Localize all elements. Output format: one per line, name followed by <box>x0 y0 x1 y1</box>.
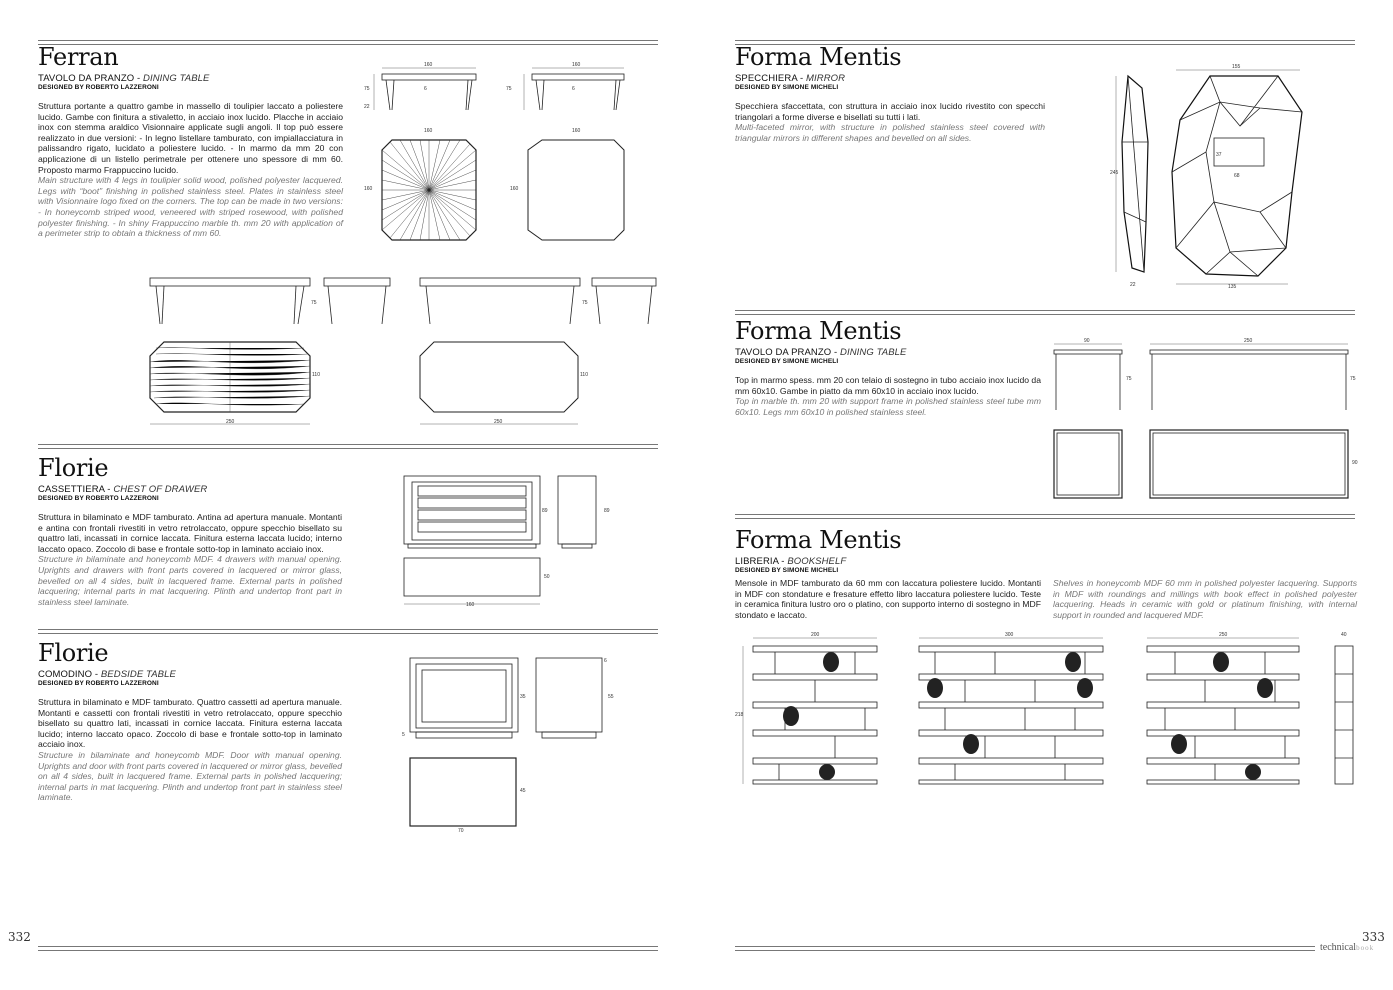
florie-chest-subtitle-en: CHEST OF DRAWER <box>113 484 208 495</box>
head-10 <box>1171 734 1187 754</box>
ferran-dim-250-b: 250 <box>494 419 503 425</box>
mirror-drawing <box>1110 62 1310 292</box>
bookshelf-subtitle-en: BOOKSHELF <box>787 556 847 567</box>
bottom-rule-right <box>735 946 1315 951</box>
florie-chest-text-en: Structure in bilaminate and honeycomb MDF. 4 drawers with manual opening. Uprights and drawers with front parts covered in lacquered or mirror glass, bevelled on all 4 sides, built in lacquered frame. External parts in polished lacquering; internal parts in mat lacquering. Plinth and undertop front part in stainless steel laminate. <box>38 554 342 607</box>
ferran-dim-160-e: 160 <box>572 128 581 134</box>
florie-chest-title: Florie <box>38 454 109 482</box>
mirror-dim-68: 68 <box>1234 173 1240 179</box>
mirror-designer: DESIGNED BY SIMONE MICHELI <box>735 84 839 91</box>
florie-chest-dim-160: 160 <box>466 602 475 608</box>
florie-chest-dim-89-a: 89 <box>542 508 548 514</box>
head-8 <box>1213 652 1229 672</box>
table-section <box>735 318 1041 417</box>
florie-bedside-subtitle <box>38 669 342 680</box>
head-6 <box>1077 678 1093 698</box>
florie-bedside-drawing <box>402 656 622 836</box>
divider-florie-florie <box>38 629 658 634</box>
table-designer: DESIGNED BY SIMONE MICHELI <box>735 358 839 365</box>
page-number-right: 333 <box>1362 930 1385 944</box>
page-number-left: 332 <box>8 930 31 944</box>
mirror-section <box>735 44 1045 143</box>
mirror-dim-245: 245 <box>1110 170 1119 176</box>
table-title: Forma Mentis <box>735 317 902 345</box>
ferran-text-it: Struttura portante a quattro gambe in massello di toulipier laccato a poliestere lucido. Gambe con finitura a stivaletto, in acciaio inox lucido. Placche in acciaio inox con stemma araldico Visionnaire applicate sugli angoli. Il top può essere realizzato in due versioni: - In legno listellare tamburato, con impiallacciatura in palissandro rigato, lucidato a poliestere lucido. - In marmo da mm 20 con applicazione di un listello perimetrale per ottenere uno spessore di mm 60. Proposto marmo Frappuccino lucido. <box>38 101 343 175</box>
ferran-dim-110-b: 110 <box>580 372 588 378</box>
ferran-subtitle-it: TAVOLO DA PRANZO - <box>38 73 144 84</box>
bookshelf-designer: DESIGNED BY SIMONE MICHELI <box>735 567 839 574</box>
ferran-subtitle-en: DINING TABLE <box>143 73 210 84</box>
head-11 <box>1245 764 1261 780</box>
ferran-dim-6-b: 6 <box>572 86 575 92</box>
divider-table-bookshelf <box>735 514 1355 519</box>
head-1 <box>823 652 839 672</box>
ferran-dim-160-d: 160 <box>364 186 373 192</box>
head-4 <box>1065 652 1081 672</box>
florie-chest-subtitle-it: CASSETTIERA - <box>38 484 114 495</box>
ferran-dim-160-c: 160 <box>424 128 433 134</box>
divider-ferran-florie <box>38 444 658 449</box>
florie-chest-subtitle <box>38 484 342 495</box>
brand-technical: technical <box>1320 942 1357 953</box>
ferran-text-en: Main structure with 4 legs in toulipier solid wood, polished polyester lacquered. Legs with “boot” finishing in polished stainless steel. Plates in stainless steel with Visionnaire logo fixed on the corners. The top can be made in two versions: - In honeycomb striped wood, veneered with striped rosewood, with polished polyester finishing. - In shiny Frappuccino marble th. mm 20 with application of a perimeter strip to obtain a thickness of mm 60. <box>38 175 343 239</box>
divider-mirror-table <box>735 310 1355 315</box>
bookshelf-text-en: Shelves in honeycomb MDF 60 mm in polished polyester lacquering. Supports in MDF with roundings and millings with book effect in polished polyester lacquering. Heads in ceramic with gold or platinum finishing, with internal support in rounded and lacquered MDF. <box>1053 578 1357 620</box>
florie-chest-section <box>38 455 342 607</box>
ferran-dim-250-a: 250 <box>226 419 235 425</box>
ferran-drawing-small <box>360 62 650 242</box>
florie-chest-dim-50: 50 <box>544 574 550 580</box>
head-7 <box>963 734 979 754</box>
florie-chest-dim-89-b: 89 <box>604 508 610 514</box>
ferran-dim-160-b: 160 <box>572 62 581 68</box>
bookshelf-title: Forma Mentis <box>735 526 902 554</box>
bookshelf-dim-200: 200 <box>811 632 820 638</box>
mirror-dim-135: 135 <box>1228 284 1237 290</box>
ferran-title: Ferran <box>38 43 119 71</box>
bookshelf-drawing <box>735 632 1360 792</box>
florie-bedside-text-en: Structure in bilaminate and honeycomb MDF. Door with manual opening. Uprights and door with front parts covered in lacquered or mirror glass, bevelled on all 4 sides, built in lacquered frame. External parts in polished lacquering; internal parts in mat lacquering. Plinth and undertop front part in stainless steel laminate. <box>38 749 342 803</box>
florie-bedside-dim-45: 45 <box>520 788 526 794</box>
florie-chest-designer: DESIGNED BY ROBERTO LAZZERONI <box>38 495 159 502</box>
table-subtitle <box>735 347 1041 358</box>
bookshelf-dim-300: 300 <box>1005 632 1014 638</box>
mirror-text-en: Multi-faceted mirror, with structure in polished stainless steel covered with triangular mirrors in different shapes and bevelled on all sides. <box>735 122 1045 143</box>
bookshelf-subtitle <box>735 556 1355 567</box>
brand-book: book <box>1356 944 1375 952</box>
table-dim-90-b: 90 <box>1352 460 1358 466</box>
florie-chest-text-it: Struttura in bilaminato e MDF tamburato. Antina ad apertura manuale. Montanti e antina con frontali rivestiti in vetro retrolaccato, oppure specchio bisellato su quattro lati, incassati in cornice laccata. Finitura esterna laccata lucido; interno laccato opaco. Zoccolo di base e frontale sotto-top in laminato acciaio inox. <box>38 512 342 554</box>
bookshelf-dim-250: 250 <box>1219 632 1228 638</box>
table-drawing <box>1050 336 1360 506</box>
mirror-dim-37: 37 <box>1216 152 1222 158</box>
florie-bedside-subtitle-it: COMODINO - <box>38 669 101 680</box>
mirror-subtitle-it: SPECCHIERA - <box>735 73 806 84</box>
head-9 <box>1257 678 1273 698</box>
ferran-dim-75-b: 75 <box>506 86 512 92</box>
table-dim-90-a: 90 <box>1084 338 1090 344</box>
florie-bedside-dim-6: 6 <box>604 658 607 664</box>
head-3 <box>819 764 835 780</box>
mirror-dim-155: 155 <box>1232 64 1241 70</box>
bookshelf-dim-40: 40 <box>1341 632 1347 638</box>
table-text-it: Top in marmo spess. mm 20 con telaio di sostegno in tubo acciaio inox lucido da mm 60x10. Gambe in piatto da mm 60x10 in acciaio inox lucido. <box>735 375 1041 396</box>
table-subtitle-it: TAVOLO DA PRANZO - <box>735 347 841 358</box>
florie-bedside-dim-5: 5 <box>402 732 405 738</box>
ferran-dim-22-a: 22 <box>364 104 370 110</box>
ferran-drawing-large <box>148 276 648 426</box>
ferran-dim-75-c: 75 <box>311 300 317 306</box>
florie-bedside-designer: DESIGNED BY ROBERTO LAZZERONI <box>38 680 159 687</box>
head-5 <box>927 678 943 698</box>
ferran-dim-160-f: 160 <box>510 186 519 192</box>
bottom-rule-left <box>38 946 658 951</box>
brand-wordmark <box>1320 942 1374 953</box>
mirror-title: Forma Mentis <box>735 43 902 71</box>
table-dim-75-b: 75 <box>1350 376 1356 382</box>
florie-bedside-dim-70: 70 <box>458 828 464 834</box>
ferran-dim-6-a: 6 <box>424 86 427 92</box>
bookshelf-subtitle-it: LIBRERIA - <box>735 556 788 567</box>
bookshelf-section <box>735 527 1355 575</box>
table-dim-250: 250 <box>1244 338 1253 344</box>
ferran-dim-110-a: 110 <box>312 372 320 378</box>
ferran-section <box>38 44 343 239</box>
florie-bedside-subtitle-en: BEDSIDE TABLE <box>100 669 176 680</box>
mirror-dim-22: 22 <box>1130 282 1136 288</box>
table-text-en: Top in marble th. mm 20 with support frame in polished stainless steel tube mm 60x10. Legs mm 60x10 in polished stainless steel. <box>735 396 1041 417</box>
ferran-subtitle <box>38 73 343 84</box>
ferran-dim-160-a: 160 <box>424 62 433 68</box>
florie-bedside-dim-55: 55 <box>608 694 614 700</box>
table-subtitle-en: DINING TABLE <box>840 347 907 358</box>
florie-chest-drawing <box>400 474 620 614</box>
florie-bedside-text-it: Struttura in bilaminato e MDF tamburato. Quattro cassetti ad apertura manuale. Montanti e cassetti con frontali rivestiti in vetro retrolaccato, oppure specchio bisellato su quattro lati, incassati in cornice laccata. Finitura esterna laccata lucido; interno laccato opaco. Zoccolo di base e frontale sotto-top in laminato acciaio inox. <box>38 697 342 750</box>
mirror-subtitle <box>735 73 1045 84</box>
ferran-designer: DESIGNED BY ROBERTO LAZZERONI <box>38 84 159 91</box>
table-dim-75-a: 75 <box>1126 376 1132 382</box>
florie-bedside-title: Florie <box>38 639 109 667</box>
head-2 <box>783 706 799 726</box>
bookshelf-dim-218: 218 <box>735 712 744 718</box>
ferran-dim-75-a: 75 <box>364 86 370 92</box>
florie-bedside-section <box>38 640 342 803</box>
mirror-text-it: Specchiera sfaccettata, con struttura in acciaio inox lucido rivestito con specchi triangolari a forme diverse e bisellati su tutti i lati. <box>735 101 1045 122</box>
bookshelf-text-it: Mensole in MDF tamburato da 60 mm con laccatura poliestere lucido. Montanti in MDF con stondature e fresature effetto libro laccatura poliestere lucido. Teste in ceramica finitura lustro oro o platino, con supporto interno di sostegno in MDF stondato e laccato. <box>735 578 1041 620</box>
ferran-dim-75-d: 75 <box>582 300 588 306</box>
florie-bedside-dim-35: 35 <box>520 694 526 700</box>
mirror-subtitle-en: MIRROR <box>805 73 846 84</box>
